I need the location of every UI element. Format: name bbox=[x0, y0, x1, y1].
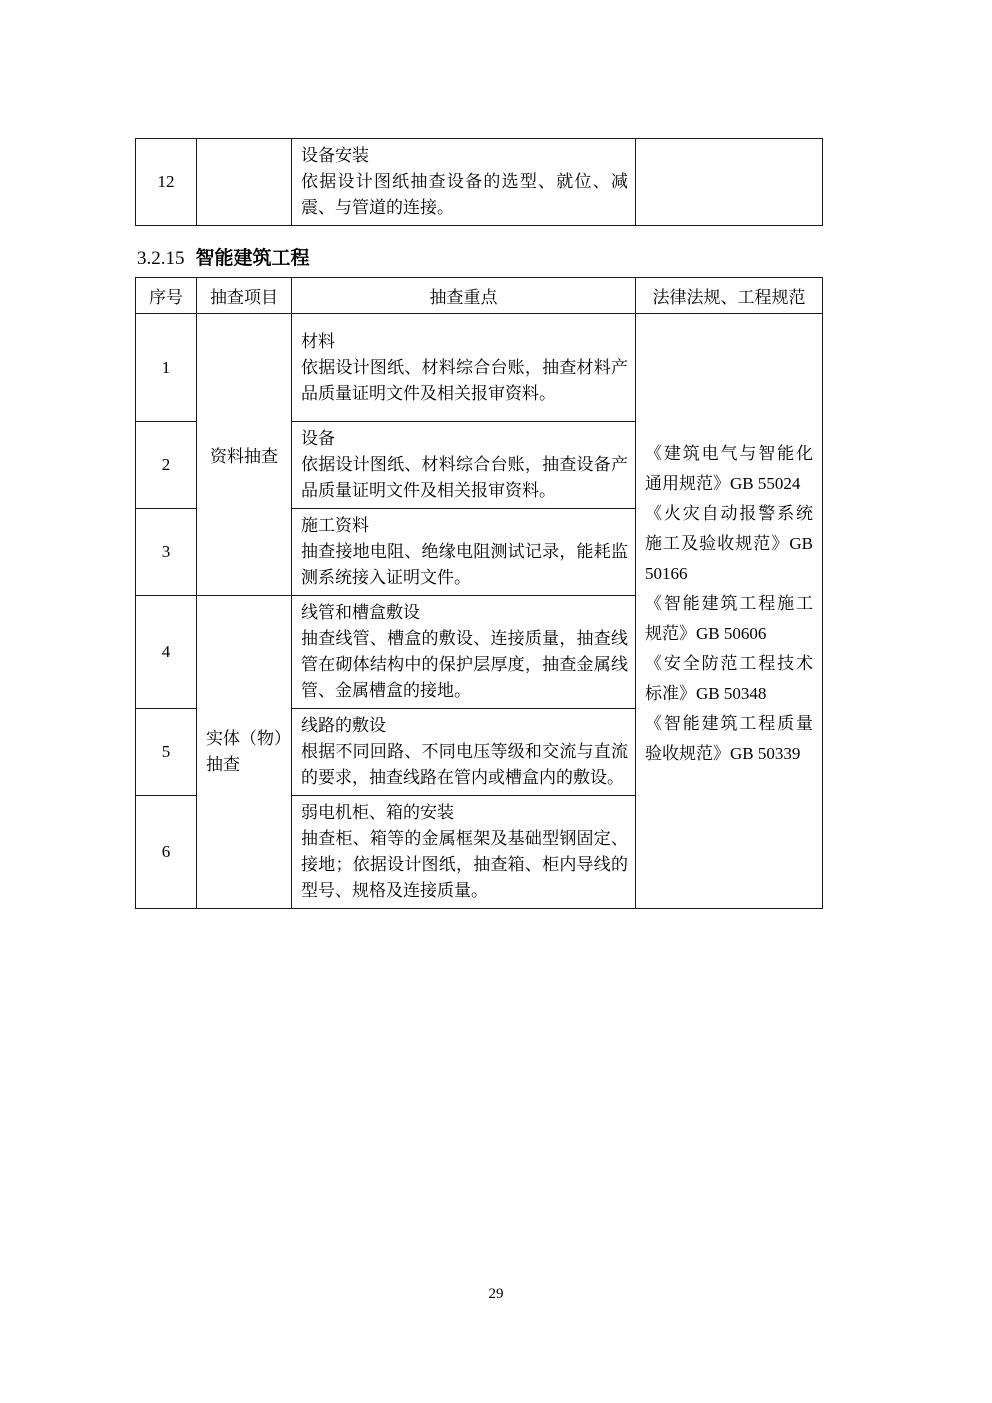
inspection-focus-cell bbox=[292, 596, 636, 709]
header-no: 序号 bbox=[136, 278, 197, 314]
header-focus: 抽查重点 bbox=[292, 278, 636, 314]
focus-title: 弱电机柜、箱的安装 bbox=[301, 803, 454, 822]
row-number-cell: 3 bbox=[136, 509, 197, 596]
row-number-cell: 4 bbox=[136, 596, 197, 709]
header-row bbox=[136, 278, 823, 314]
row-number-cell: 6 bbox=[136, 796, 197, 909]
row-number-cell: 1 bbox=[136, 314, 197, 422]
focus-title: 线管和槽盒敷设 bbox=[301, 603, 420, 622]
row-number-cell: 2 bbox=[136, 422, 197, 509]
focus-body: 抽查线管、槽盒的敷设、连接质量，抽查线管在砌体结构中的保护层厚度，抽查金属线管、金属槽盒的接地。 bbox=[301, 629, 628, 700]
header-item: 抽查项目 bbox=[197, 278, 292, 314]
focus-body: 依据设计图纸、材料综合台账，抽查设备产品质量证明文件及相关报审资料。 bbox=[301, 455, 628, 500]
inspection-focus-cell bbox=[292, 709, 636, 796]
inspection-item-cell-empty bbox=[197, 139, 292, 226]
focus-title: 材料 bbox=[301, 331, 335, 351]
focus-body: 根据不同回路、不同电压等级和交流与直流的要求，抽查线路在管内或槽盒内的敷设。 bbox=[301, 742, 628, 787]
focus-title: 线路的敷设 bbox=[301, 716, 386, 735]
focus-title: 设备安装 bbox=[301, 146, 369, 165]
regulations-cell bbox=[636, 314, 823, 909]
section-heading bbox=[137, 243, 310, 270]
focus-body: 依据设计图纸、材料综合台账，抽查材料产品质量证明文件及相关报审资料。 bbox=[301, 357, 628, 403]
regulation-entry: 《智能建筑工程质量验收规范》GB 50339 bbox=[645, 714, 813, 763]
focus-body: 抽查柜、箱等的金属框架及基础型钢固定、接地；依据设计图纸，抽查箱、柜内导线的型号、规格及连接质量。 bbox=[301, 829, 628, 900]
inspection-focus-cell bbox=[292, 509, 636, 596]
top-table-continuation bbox=[135, 138, 823, 226]
group-label-physical bbox=[197, 596, 292, 909]
regulation-cell-empty bbox=[636, 139, 823, 226]
equipment-install-table bbox=[135, 138, 823, 226]
section-number: 3.2.15 bbox=[137, 248, 185, 269]
regulation-entry: 《火灾自动报警系统施工及验收规范》GB 50166 bbox=[645, 504, 813, 583]
regulation-entry: 《智能建筑工程施工规范》GB 50606 bbox=[645, 594, 813, 643]
inspection-focus-cell bbox=[292, 139, 636, 226]
section-title: 智能建筑工程 bbox=[195, 248, 310, 269]
header-regulation: 法律法规、工程规范 bbox=[636, 278, 823, 314]
inspection-focus-cell bbox=[292, 314, 636, 422]
regulation-entry: 《安全防范工程技术标准》GB 50348 bbox=[645, 654, 813, 703]
group-label-documents: 资料抽查 bbox=[197, 314, 292, 596]
focus-title: 设备 bbox=[301, 429, 335, 448]
main-table-wrap bbox=[135, 277, 823, 909]
inspection-focus-cell bbox=[292, 422, 636, 509]
row-number-cell: 5 bbox=[136, 709, 197, 796]
group-label-line2: 抽查 bbox=[206, 755, 240, 774]
intelligent-building-table bbox=[135, 277, 823, 909]
focus-body: 抽查接地电阻、绝缘电阻测试记录，能耗监测系统接入证明文件。 bbox=[301, 542, 628, 587]
focus-title: 施工资料 bbox=[301, 516, 369, 535]
table-row bbox=[136, 139, 823, 226]
inspection-focus-cell bbox=[292, 796, 636, 909]
row-number-cell: 12 bbox=[136, 139, 197, 226]
group-label-line1: 实体（物） bbox=[206, 729, 291, 748]
page-number: 29 bbox=[488, 1286, 504, 1302]
focus-body: 依据设计图纸抽查设备的选型、就位、减震、与管道的连接。 bbox=[301, 172, 628, 217]
table-row bbox=[136, 314, 823, 422]
regulation-entry: 《建筑电气与智能化通用规范》GB 55024 bbox=[645, 444, 813, 493]
